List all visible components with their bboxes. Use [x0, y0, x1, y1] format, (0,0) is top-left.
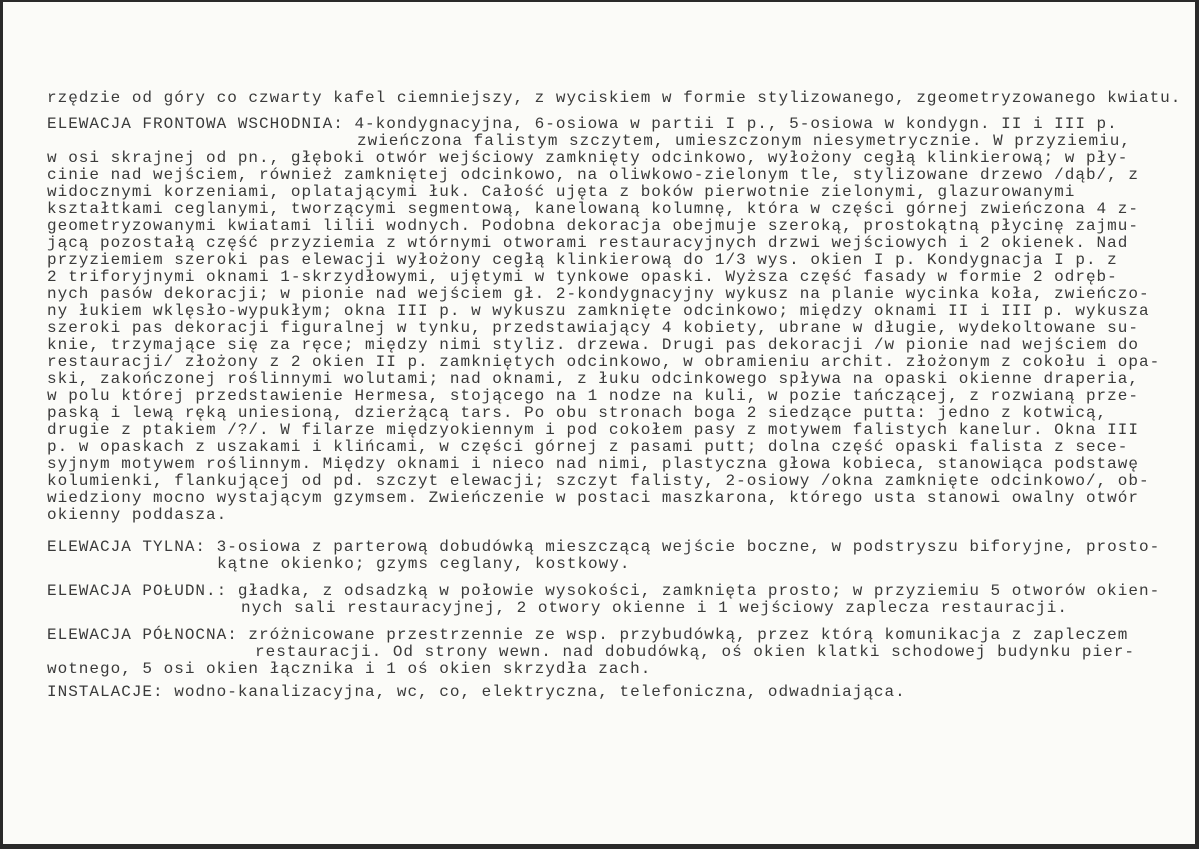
text-line: 2 triforyjnymi oknami 1-skrzydłowymi, ujętymi w tynkowe opaski. Wyższa część fasady w formie 2 odręb- [47, 268, 1118, 286]
text-line: knie, trzymające się za ręce; między nimi styliz. drzewa. Drugi pas dekoracji /w pionie nad wejściem do [47, 336, 1139, 354]
text-line: cinie nad wejściem, również zamkniętej odcinkowo, na oliwkowo-zielonym tle, stylizowane drzewo /dąb/, z [47, 166, 1139, 184]
text-line: drugie z ptakiem /?/. W filarze międzyokiennym i pod cokołem pasy z motywem falistych kanelur. Okna III [47, 421, 1139, 439]
text-line: w polu której przedstawienie Hermesa, stojącego na 1 nodze na kuli, w pozie tańczącej, z rozwianą prze- [47, 387, 1139, 405]
text-line: kształtkami ceglanymi, tworzącymi segmentową, kanelowaną kolumnę, która w części górnej zwieńczona 4 z- [47, 200, 1139, 218]
text-line: ELEWACJA TYLNA: 3-osiowa z parterową dobudówką mieszczącą wejście boczne, w podstryszu biforyjne, prosto- [47, 538, 1161, 556]
text-line: jącą pozostałą część przyziemia z wtórnymi otworami restauracyjnych drzwi wejściowych i 2 okienek. Nad [47, 234, 1129, 252]
text-line: geometryzowanymi kwiatami lilii wodnych. Podobna dekoracja obejmuje szeroką, prostokątną płycinę zajmu- [47, 217, 1139, 235]
text-line: przyziemiem szeroki pas elewacji wyłożony cegłą klinkierową do 1/3 wys. okien I p. Kondygnacja I p. z [47, 251, 1118, 269]
text-line: ELEWACJA POŁUDN.: gładka, z odsadzką w połowie wysokości, zamknięta prosto; w przyziemiu 5 otworów okien- [47, 582, 1161, 600]
text-line: p. w opaskach z uszakami i klińcami, w części górnej z pasami putt; dolna część opaski falista z sece- [47, 438, 1129, 456]
text-line: rzędzie od góry co czwarty kafel ciemniejszy, z wyciskiem w formie stylizowanego, zgeometryzowanego kwiatu. [47, 89, 1182, 107]
typewritten-page [3, 2, 1195, 844]
text-line: kątne okienko; gzyms ceglany, kostkowy. [217, 555, 631, 573]
text-line: paską i lewą ręką uniesioną, dzierżącą tars. Po obu stronach boga 2 siedzące putta: jedno z kotwicą, [47, 404, 1108, 422]
text-line: syjnym motywem roślinnym. Między oknami i nieco nad nimi, plastyczna głowa kobieca, stanowiąca podstawę [47, 455, 1139, 473]
text-line: kolumienki, flankującej od pd. szczyt elewacji; szczyt falisty, 2-osiowy /okna zamknięte odcinkowo/, ob- [47, 472, 1150, 490]
text-line: wotnego, 5 osi okien łącznika i 1 oś okien skrzydła zach. [47, 660, 652, 678]
text-line: ski, zakończonej roślinnymi wolutami; nad oknami, z łuku odcinkowego spływa na opaski okienne draperia, [47, 370, 1139, 388]
text-line: w osi skrajnej od pn., głęboki otwór wejściowy zamknięty odcinkowo, wyłożony cegłą klinkierową; w pły- [47, 149, 1129, 167]
text-line: nych pasów dekoracji; w pionie nad wejściem gł. 2-kondygnacyjny wykusz na planie wycinka koła, zwieńczo- [47, 285, 1150, 303]
text-line: widocznymi korzeniami, oplatającymi łuk. Całość ujęta z boków pierwotnie zielonymi, glazurowanymi [47, 183, 1076, 201]
text-line: nych sali restauracyjnej, 2 otwory okienne i 1 wejściowy zaplecza restauracji. [241, 599, 1068, 617]
text-line: szeroki pas dekoracji figuralnej w tynku, przedstawiający 4 kobiety, ubrane w długie, wydekoltowane su- [47, 319, 1139, 337]
text-line: okienny poddasza. [47, 506, 228, 524]
text-line: ELEWACJA FRONTOWA WSCHODNIA: 4-kondygnacyjna, 6-osiowa w partii I p., 5-osiowa w kondygn. II i III p. [47, 115, 1118, 133]
text-line: zwieńczona falistym szczytem, umieszczonym niesymetrycznie. W przyziemiu, [357, 132, 1131, 150]
text-line: ny łukiem wklęsło-wypukłym; okna III p. w wykuszu zamknięte odcinkowo; między oknami II i III p. wykusza [47, 302, 1150, 320]
text-line: restauracji/ złożony z 2 okien II p. zamkniętych odcinkowo, w obramieniu archit. złożonym z cokołu i opa- [47, 353, 1161, 371]
text-line: INSTALACJE: wodno-kanalizacyjna, wc, co, elektryczna, telefoniczna, odwadniająca. [47, 683, 906, 701]
text-line: restauracji. Od strony wewn. nad dobudówką, oś okien klatki schodowej budynku pier- [255, 643, 1135, 661]
text-line: ELEWACJA PÓŁNOCNA: zróżnicowane przestrzennie ze wsp. przybudówką, przez którą komunikacja z zapleczem [47, 626, 1129, 644]
text-line: wiedziony mocno wystającym gzymsem. Zwieńczenie w postaci maszkarona, którego usta stanowi owalny otwór [47, 489, 1139, 507]
